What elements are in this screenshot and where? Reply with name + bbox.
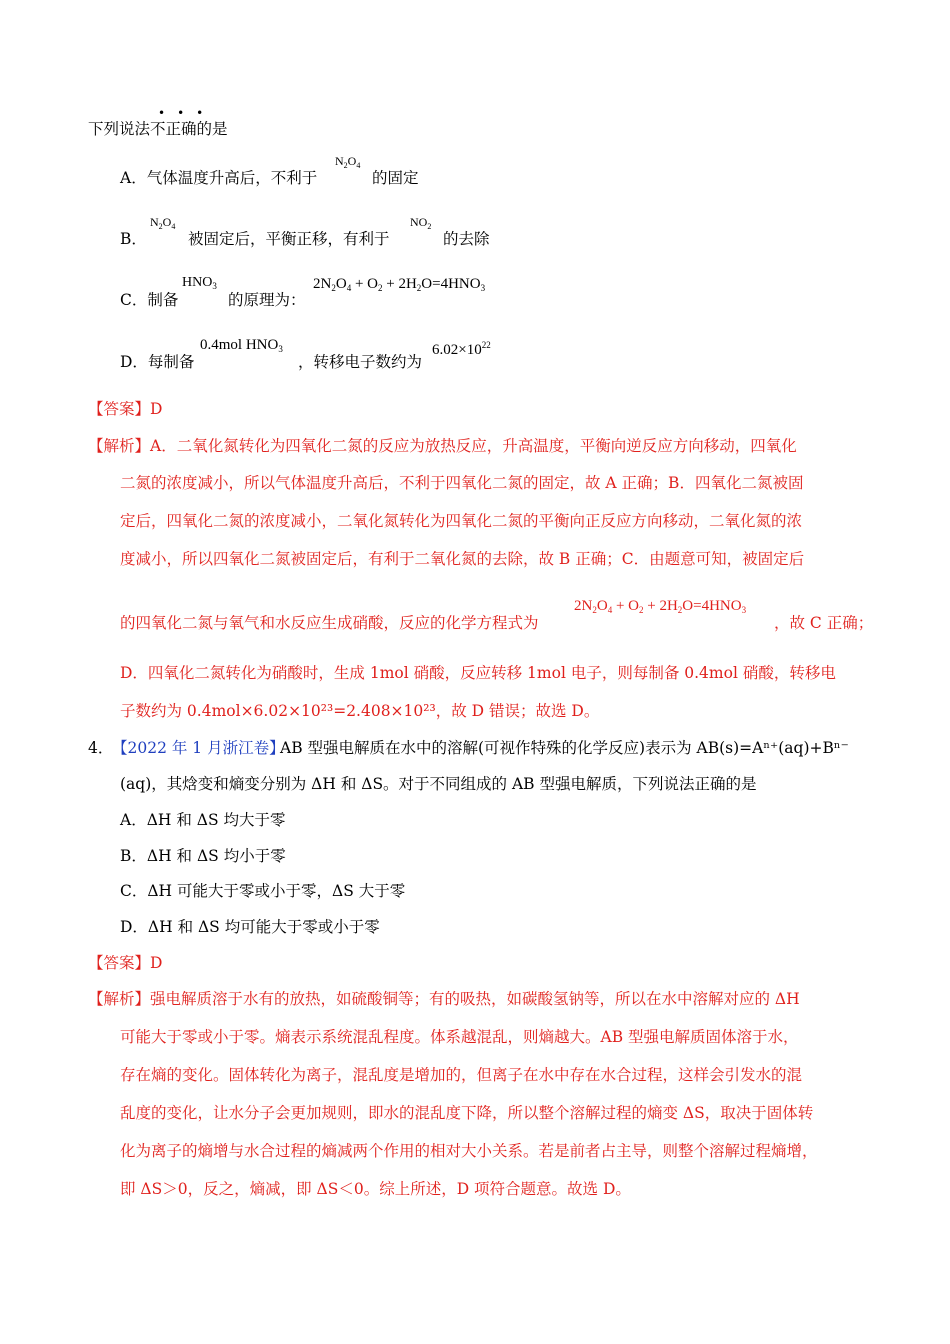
q3-explanation-line: 的四氧化二氮与氧气和水反应生成硝酸，反应的化学方程式为 <box>120 614 539 632</box>
q4-answer: 【答案】D <box>88 954 163 972</box>
q3-explanation-line: ，故 C 正确； <box>774 614 874 632</box>
q4-explanation-line: 强电解质溶于水有的放热，如硫酸铜等；有的吸热，如碳酸氢钠等，所以在水中溶解对应的 ΔH <box>150 990 800 1008</box>
q4-number: 4． <box>88 739 114 757</box>
q3-option-b-text: 被固定后，平衡正移，有利于 <box>188 230 390 248</box>
q3-option-b-tail: 的去除 <box>443 230 490 248</box>
q3-explanation-line: 子数约为 0.4mol×6.02×10²³=2.408×10²³，故 D 错误；故选 D。 <box>120 702 600 720</box>
q3-explanation-label: 【解析】 <box>88 437 151 455</box>
q3-option-c-text: C．制备 <box>120 291 179 309</box>
q4-explanation-line: 即 ΔS＞0，反之，熵减，即 ΔS＜0。综上所述，D 项符合题意。故选 D。 <box>120 1180 631 1198</box>
q4-stem-line: AB 型强电解质在水中的溶解(可视作特殊的化学反应)表示为 AB(s)=Aⁿ⁺(aq)+Bⁿ⁻ <box>280 739 849 757</box>
formula-hno3: $HNO_3$ <box>182 275 217 291</box>
q4-option-a: A．ΔH 和 ΔS 均大于零 <box>120 811 286 829</box>
q4-explanation-line: 化为离子的熵增与水合过程的熵减两个作用的相对大小关系。若是前者占主导，则整个溶解过程熵增， <box>120 1142 818 1160</box>
q3-option-d-text: D．每制备 <box>120 353 195 371</box>
q3-option-c-tail: 的原理为： <box>228 291 306 309</box>
q4-stem-line: (aq)，其焓变和熵变分别为 ΔH 和 ΔS。对于不同组成的 AB 型强电解质，下列说法正确的是 <box>120 775 757 793</box>
formula-0.4mol-hno3: 0.4mol $HNO_3$ <box>200 337 283 354</box>
q3-answer: 【答案】D <box>88 400 163 418</box>
q3-option-d-mid: ，转移电子数约为 <box>298 353 423 371</box>
formula-reaction: $2N_2O_4 + O_2 + 2H_2O=4HNO_3$ <box>313 276 486 293</box>
q4-explanation-line: 存在熵的变化。固体转化为离子，混乱度是增加的，但离子在水中存在水合过程，这样会引发水的混 <box>120 1066 803 1084</box>
q3-option-a-tail: 的固定 <box>372 169 419 187</box>
q3-explanation-line: A．二氧化氮转化为四氧化二氮的反应为放热反应，升高温度，平衡向逆反应方向移动，四氧化 <box>150 437 797 455</box>
formula-no2: $NO_2$ <box>410 215 432 231</box>
q4-source: 【2022 年 1 月浙江卷】 <box>112 739 285 757</box>
q3-explanation-line: 二氮的浓度减小，所以气体温度升高后，不利于四氧化二氮的固定，故 A 正确；B．四氧化二氮被固 <box>120 474 804 492</box>
q4-explanation-label: 【解析】 <box>88 990 151 1008</box>
q4-explanation-line: 乱度的变化，让水分子会更加规则，即水的混乱度下降，所以整个溶解过程的熵变 ΔS，取决于固体转 <box>120 1104 814 1122</box>
q3-option-b-label: B． <box>120 230 147 248</box>
q3-stem: 下列说法不正确的是 <box>88 120 228 138</box>
formula-n2o4: $N_2O_4$ <box>150 215 176 231</box>
formula-reaction: $2N_2O_4 + O_2 + 2H_2O=4HNO_3$ <box>574 598 747 615</box>
q4-explanation-line: 可能大于零或小于零。熵表示系统混乱程度。体系越混乱，则熵越大。AB 型强电解质固体溶于水， <box>120 1028 799 1046</box>
q4-option-c: C．ΔH 可能大于零或小于零，ΔS 大于零 <box>120 882 406 900</box>
q3-option-a-text: A．气体温度升高后，不利于 <box>120 169 318 187</box>
formula-electron-count: $6.02\times 10^{22}$ <box>432 340 491 358</box>
q3-explanation-line: 度减小，所以四氧化二氮被固定后，有利于二氧化氮的去除，故 B 正确；C．由题意可知，被固定后 <box>120 550 805 568</box>
q4-option-d: D．ΔH 和 ΔS 均可能大于零或小于零 <box>120 918 380 936</box>
q4-option-b: B．ΔH 和 ΔS 均小于零 <box>120 847 286 865</box>
q3-explanation-line: D．四氧化二氮转化为硝酸时，生成 1mol 硝酸，反应转移 1mol 电子，则每制备 0.4mol 硝酸，转移电 <box>120 664 836 682</box>
emphasis-dots: ••• <box>158 106 216 120</box>
q3-explanation-line: 定后，四氧化二氮的浓度减小，二氧化氮转化为四氧化二氮的平衡向正反应方向移动，二氧化氮的浓 <box>120 512 803 530</box>
formula-n2o4: $N_2O_4$ <box>335 154 361 170</box>
